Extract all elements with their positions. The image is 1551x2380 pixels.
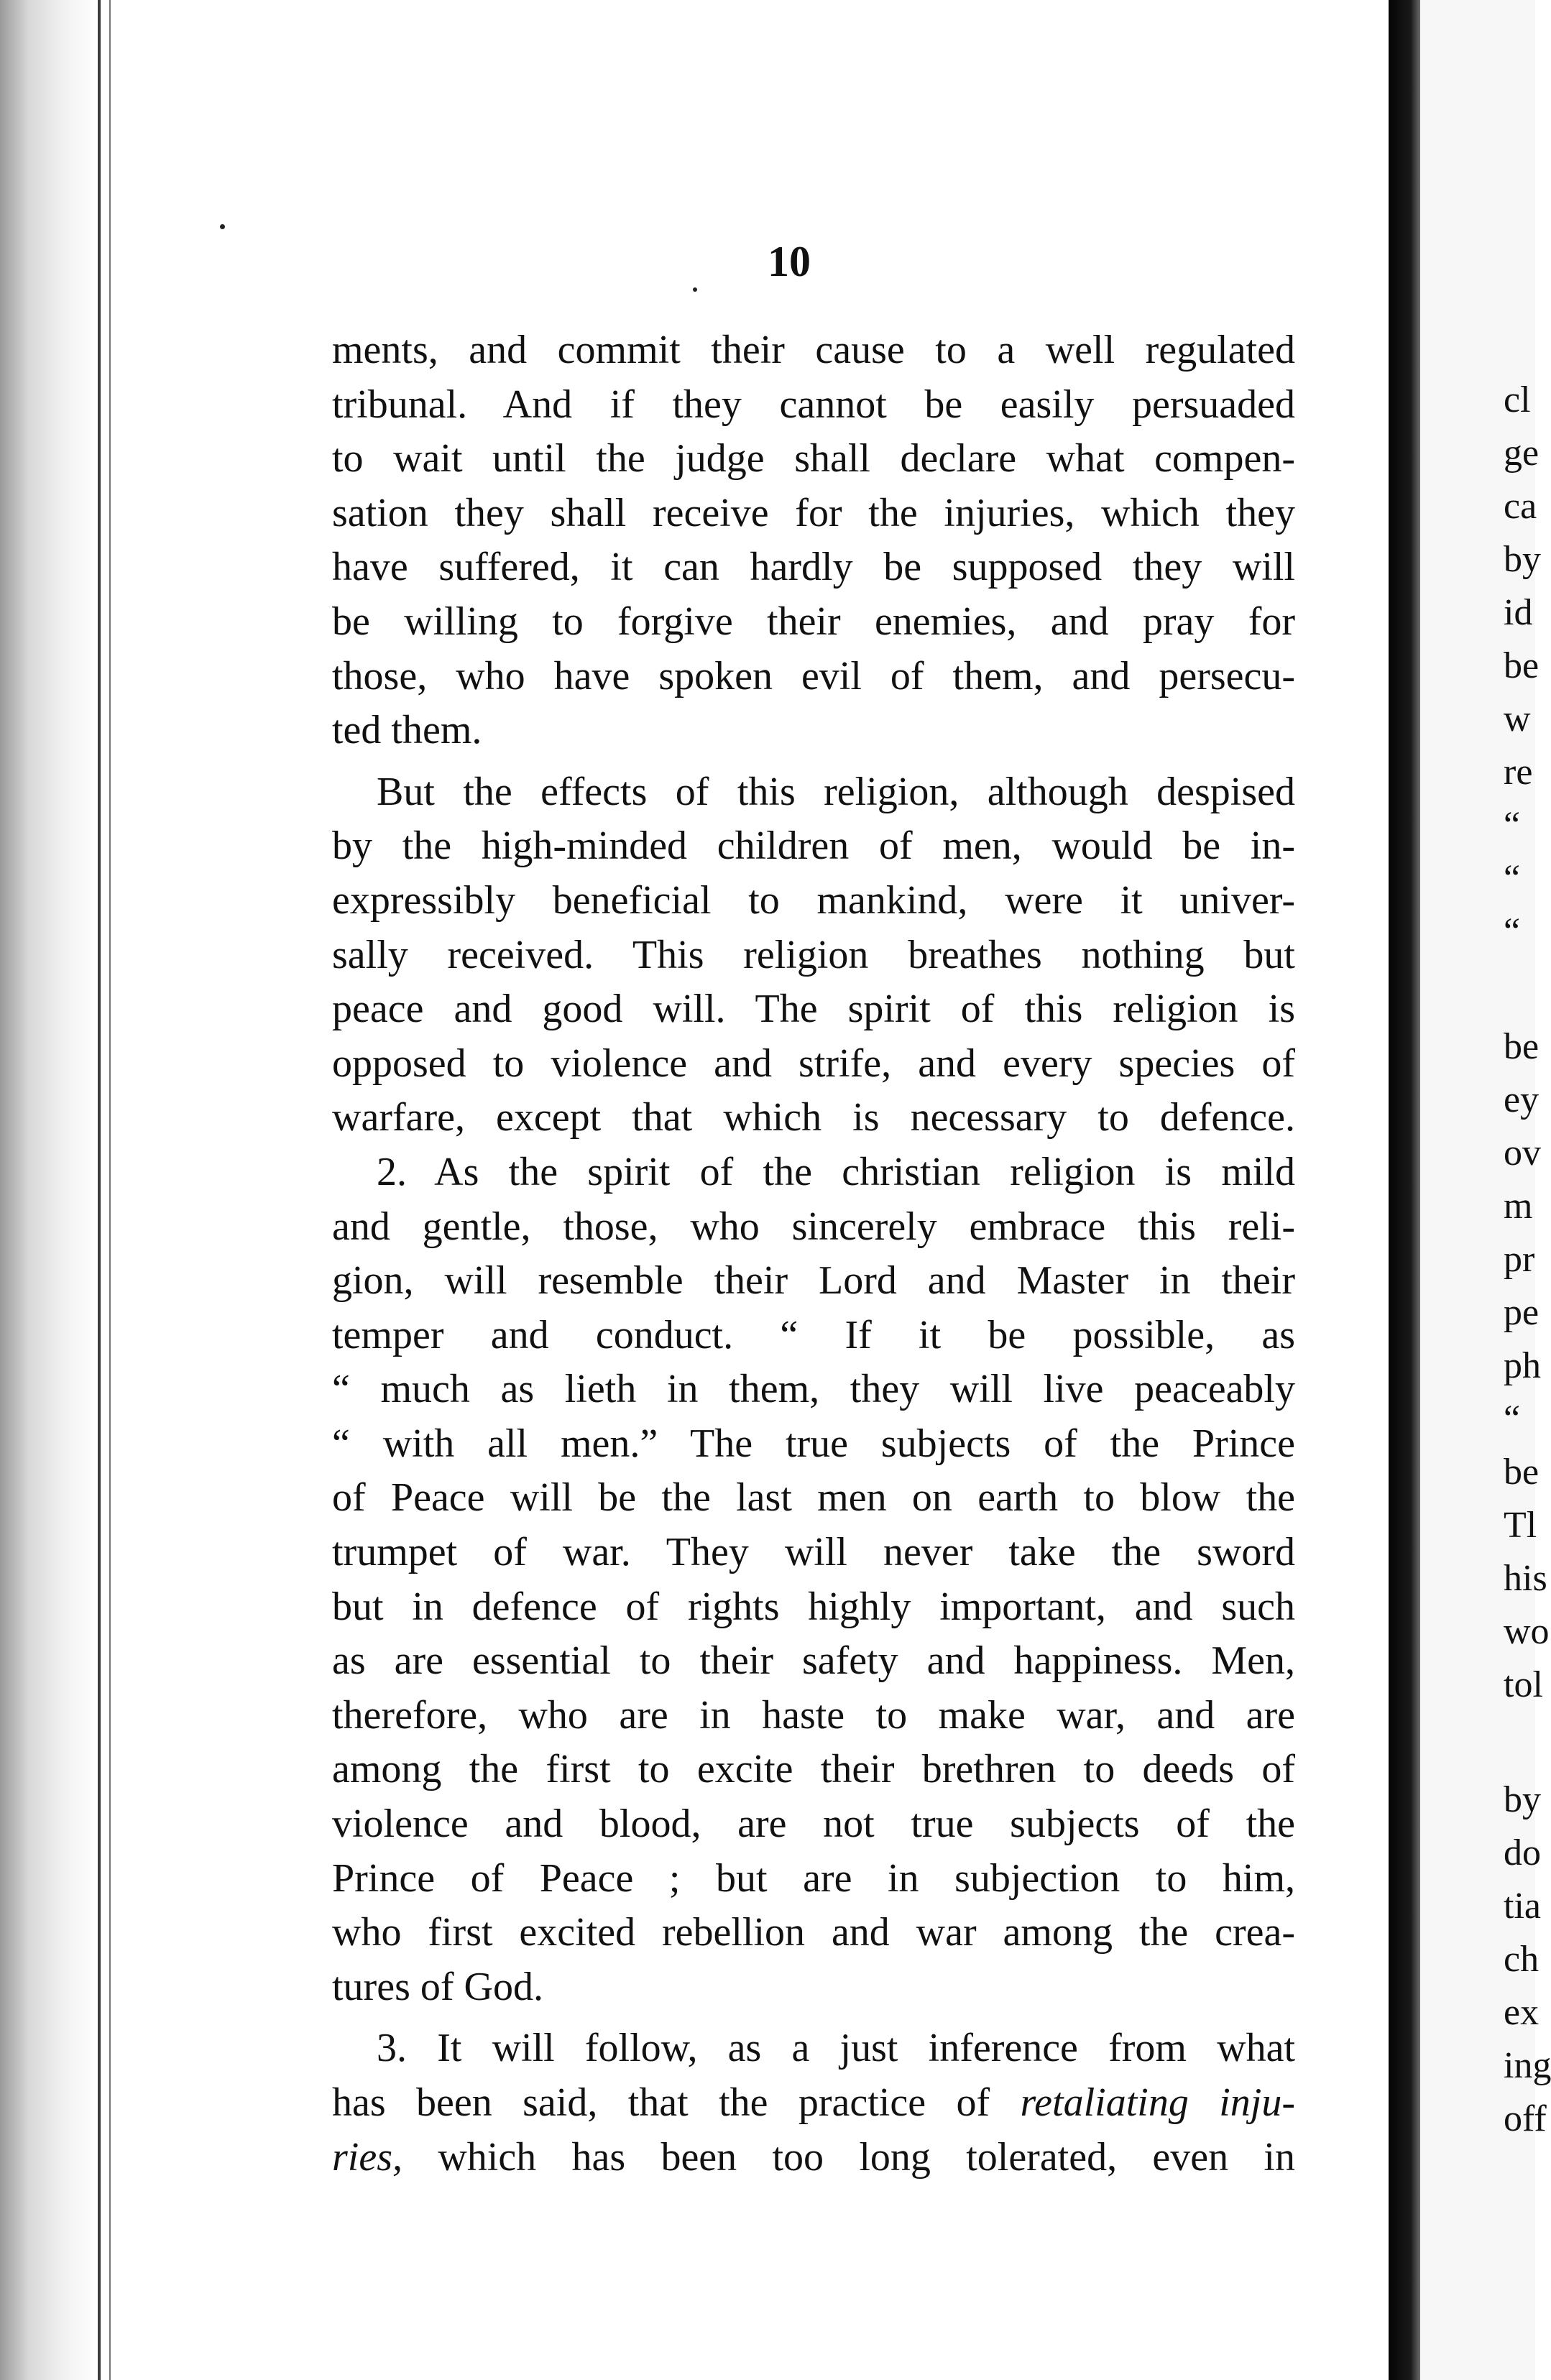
- facing-page-fragment: m: [1504, 1186, 1533, 1227]
- facing-page-fragment: “: [1504, 858, 1521, 899]
- facing-page-fragment: tol: [1504, 1664, 1543, 1705]
- binding-line: [98, 0, 101, 2380]
- facing-page-shadow: [1389, 0, 1420, 2380]
- text-line: Prince of Peace ; but are in subjection to him,: [332, 1855, 1295, 1901]
- text-line: sally received. This religion breathes nothing but: [332, 932, 1295, 977]
- facing-page-fragment: by: [1504, 539, 1541, 580]
- ink-speck: [220, 224, 225, 229]
- facing-page-fragment: re: [1504, 752, 1533, 793]
- italic-text: retaliating inju-: [1020, 2080, 1295, 2125]
- facing-page-fragment: tia: [1504, 1886, 1541, 1927]
- facing-page-fragment: his: [1504, 1558, 1547, 1599]
- binding-line: [109, 0, 111, 2380]
- italic-text: ries,: [332, 2134, 402, 2180]
- facing-page-fragment: Tl: [1504, 1505, 1537, 1546]
- facing-page-fragment: pe: [1504, 1292, 1540, 1333]
- text-line: have suffered, it can hardly be supposed they will: [332, 545, 1295, 590]
- facing-page-fragment: id: [1504, 592, 1533, 633]
- text-line: violence and blood, are not true subjects of the: [332, 1802, 1295, 1847]
- text-line: to wait until the judge shall declare what compen-: [332, 436, 1295, 481]
- facing-page-fragment: ing: [1504, 2045, 1551, 2086]
- text-run: which has been too long tolerated, even in: [402, 2134, 1295, 2180]
- facing-page-fragment: wo: [1504, 1611, 1550, 1652]
- text-line: “ with all men.” The true subjects of the Prince: [332, 1421, 1295, 1466]
- text-line: but in defence of rights highly important, and such: [332, 1584, 1295, 1629]
- text-line: among the first to excite their brethren to deeds of: [332, 1747, 1295, 1792]
- text-line: “ much as lieth in them, they will live peaceably: [332, 1367, 1295, 1412]
- text-line: therefore, who are in haste to make war, and are: [332, 1692, 1295, 1738]
- text-line: as are essential to their safety and happiness. Men,: [332, 1638, 1295, 1684]
- facing-page-fragment: w: [1504, 698, 1531, 739]
- text-line: tribunal. And if they cannot be easily persuaded: [332, 382, 1295, 427]
- ink-speck: [693, 287, 697, 292]
- facing-page-fragment: “: [1504, 1398, 1521, 1439]
- page-number: 10: [768, 238, 811, 285]
- body-text: [332, 323, 1295, 2185]
- facing-page-fragment: ph: [1504, 1345, 1541, 1386]
- paragraph: [332, 2021, 1295, 2185]
- text-line: But the effects of this religion, although despised: [377, 769, 1295, 814]
- facing-page-fragment: cl: [1504, 379, 1531, 420]
- text-line: temper and conduct. “ If it be possible, as: [332, 1312, 1295, 1357]
- facing-page-fragment: be: [1504, 645, 1540, 686]
- text-line: those, who have spoken evil of them, and persecu-: [332, 653, 1295, 698]
- text-line: gion, will resemble their Lord and Master in their: [332, 1258, 1295, 1304]
- text-line: sation they shall receive for the injuries, which they: [332, 490, 1295, 535]
- facing-page-fragment: ca: [1504, 486, 1537, 527]
- text-line: trumpet of war. They will never take the sword: [332, 1530, 1295, 1575]
- facing-page-fragment: “: [1504, 911, 1521, 952]
- text-line: ted them.: [332, 708, 482, 753]
- text-line: who first excited rebellion and war among the crea-: [332, 1910, 1295, 1955]
- facing-page-fragment: pr: [1504, 1239, 1535, 1280]
- text-run: has been said, that the practice of: [332, 2080, 1021, 2125]
- facing-page-fragment: ey: [1504, 1079, 1540, 1120]
- text-line: opposed to violence and strife, and every species of: [332, 1041, 1295, 1086]
- facing-page-fragment: by: [1504, 1779, 1541, 1820]
- paragraph: [332, 1145, 1295, 2015]
- text-line: of Peace will be the last men on earth to blow the: [332, 1475, 1295, 1521]
- facing-page-fragment: be: [1504, 1026, 1540, 1067]
- facing-page-fragment: “: [1504, 805, 1521, 846]
- facing-page-fragment: ov: [1504, 1133, 1541, 1173]
- text-line: be willing to forgive their enemies, and pray for: [332, 599, 1295, 644]
- text-line: peace and good will. The spirit of this religion is: [332, 987, 1295, 1032]
- text-line: [332, 2131, 1295, 2185]
- text-line: expressibly beneficial to mankind, were it univer-: [332, 877, 1295, 923]
- facing-page-fragment: do: [1504, 1832, 1541, 1873]
- text-line: tures of God.: [332, 1964, 543, 2009]
- paragraph: [332, 765, 1295, 1145]
- facing-page-fragment: be: [1504, 1452, 1540, 1493]
- facing-page-fragment: ge: [1504, 433, 1540, 474]
- text-line: ments, and commit their cause to a well regulated: [332, 328, 1295, 372]
- facing-page-fragment: off: [1504, 2098, 1547, 2139]
- paragraph: [332, 323, 1295, 758]
- text-line: by the high-minded children of men, would be in-: [332, 824, 1295, 869]
- text-line: [332, 2076, 1295, 2131]
- binding-edge-left: [0, 0, 101, 2380]
- text-line: 3. It will follow, as a just inference from what: [377, 2026, 1295, 2071]
- text-line: and gentle, those, who sincerely embrace this reli-: [332, 1204, 1295, 1249]
- facing-page-fragment: ch: [1504, 1939, 1540, 1980]
- text-line: 2. As the spirit of the christian religion is mild: [377, 1149, 1295, 1194]
- facing-page-fragment: ex: [1504, 1992, 1540, 2033]
- text-line: warfare, except that which is necessary to defence.: [332, 1095, 1295, 1140]
